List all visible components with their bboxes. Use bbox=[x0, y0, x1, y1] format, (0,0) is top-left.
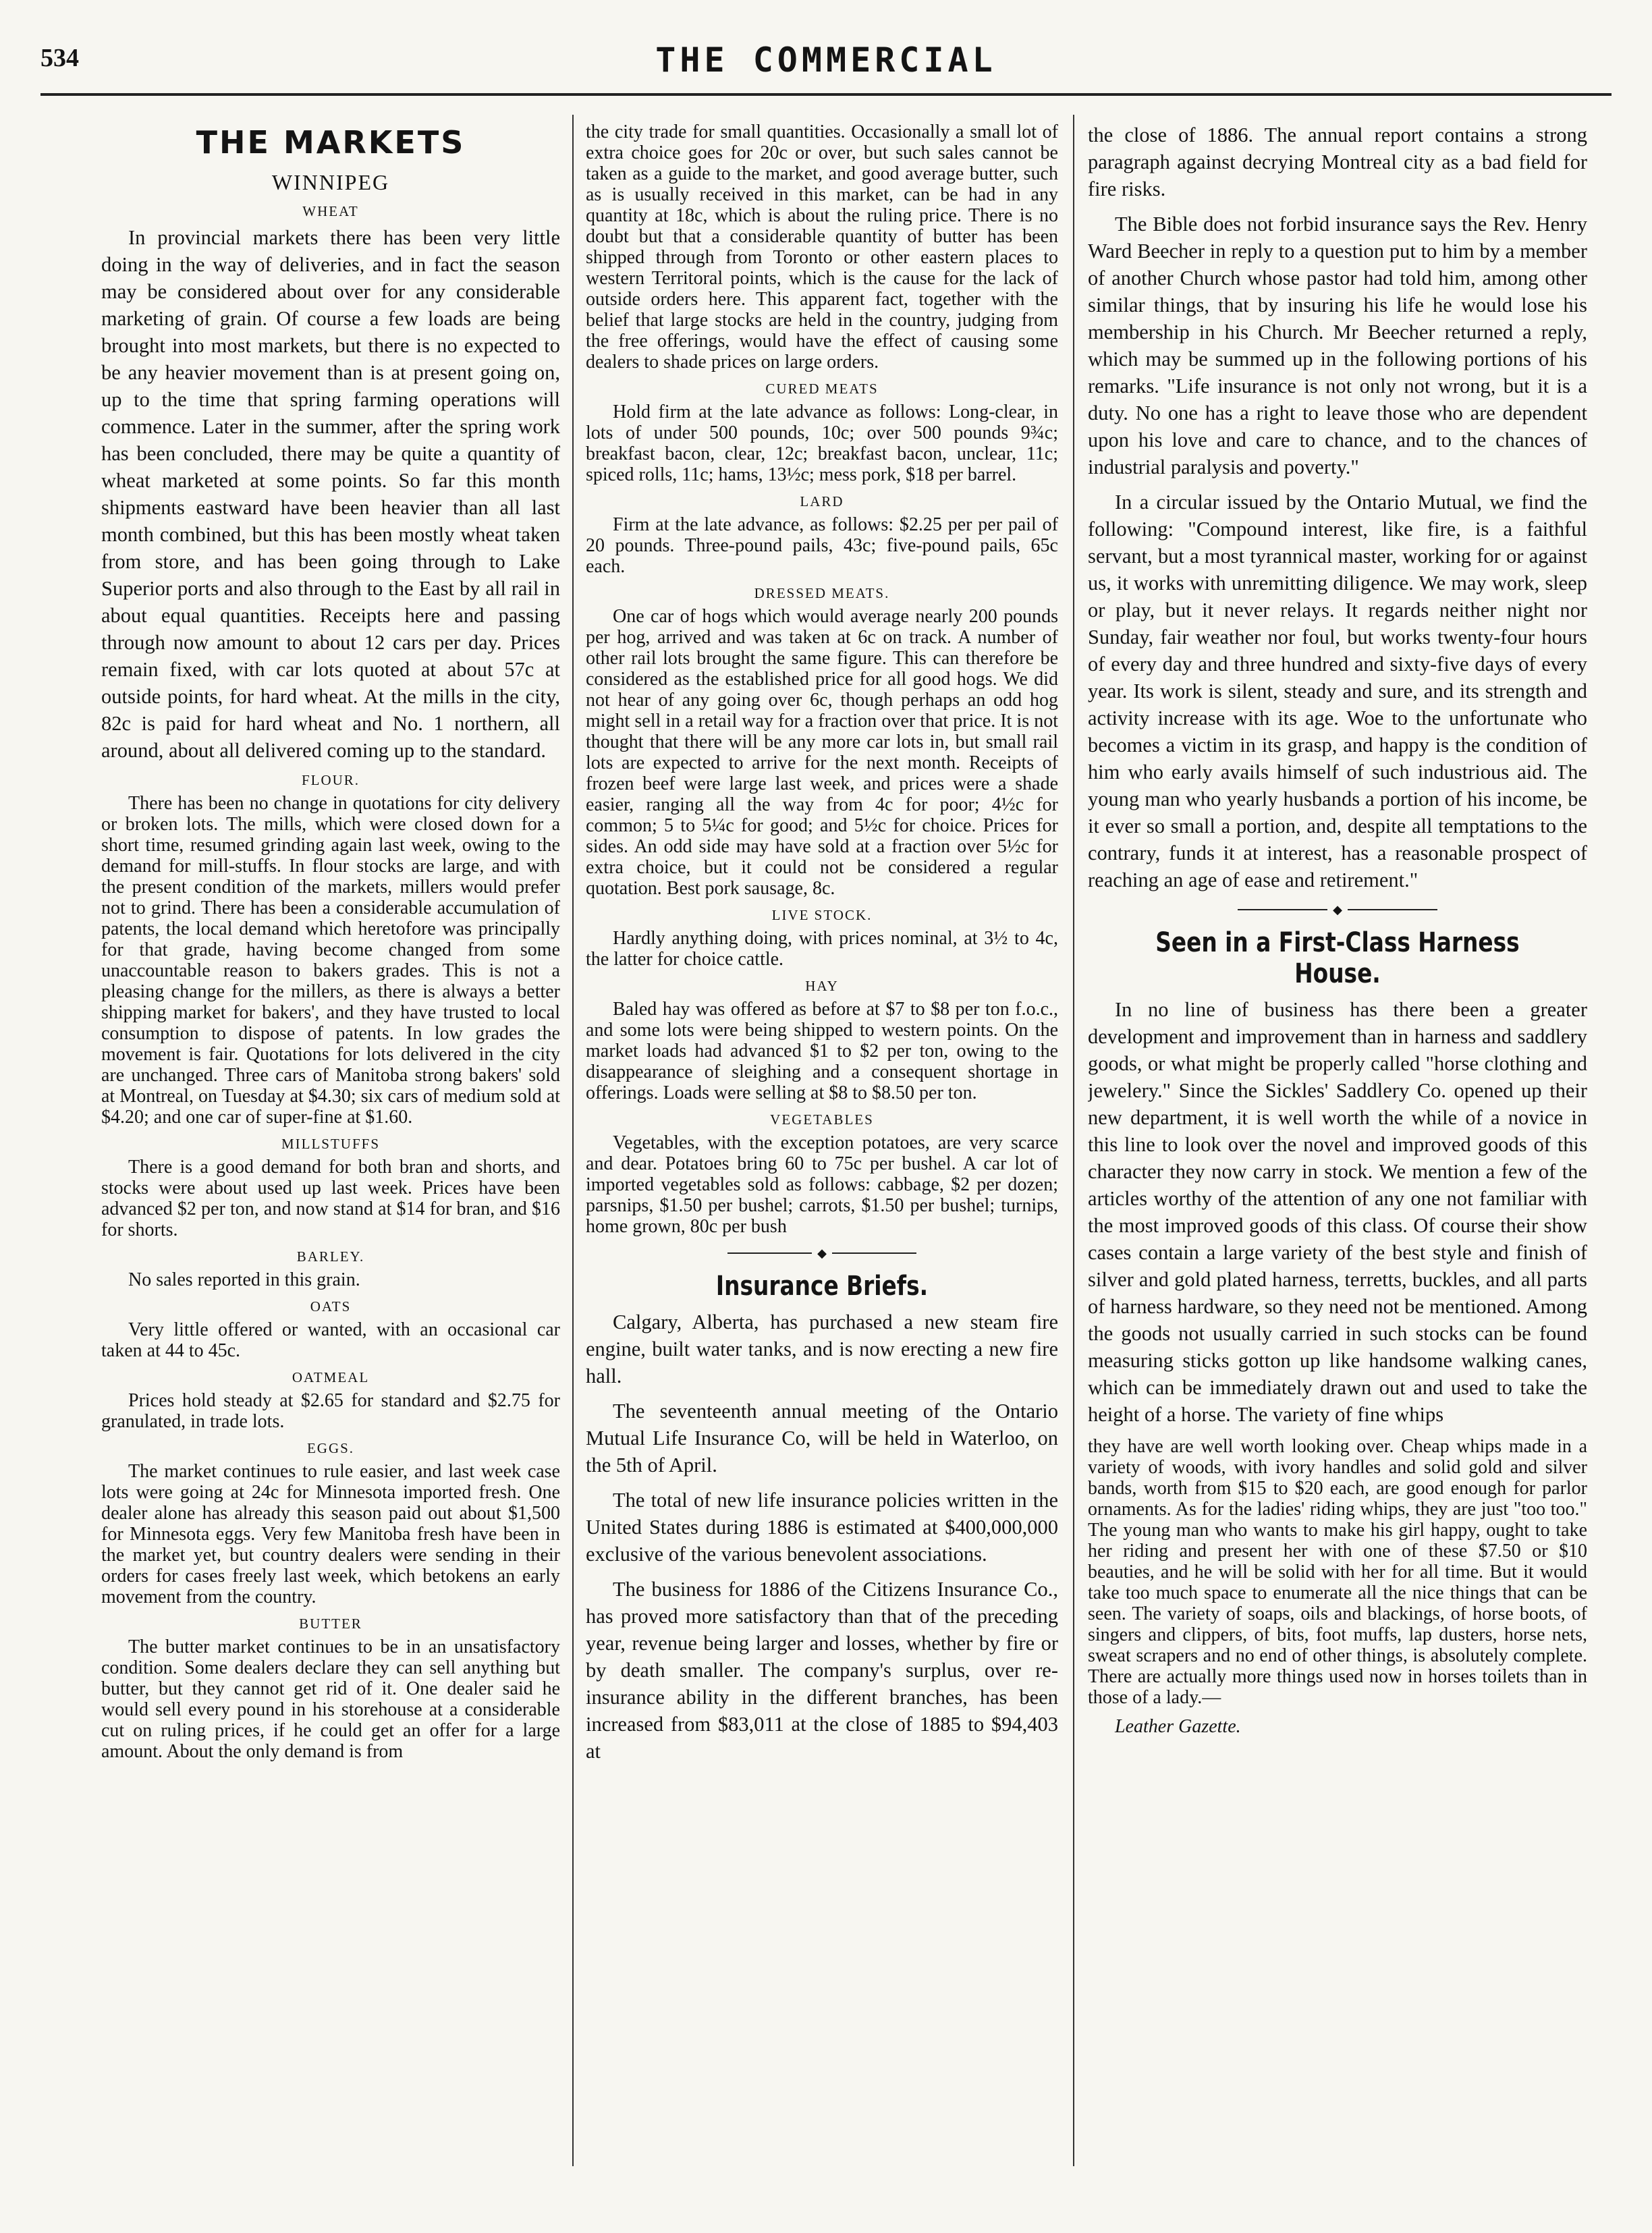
page-header bbox=[40, 40, 1612, 88]
harness-paragraph: In no line of business has there been a greater development and improvement than in harness and saddlery goods, or what might be properly called "horse clothing and jewelery." Since the Sickles' Saddlery Co. opened up their new department, it is well worth the while of a novice in this line to look over the novel and improved goods of this character they now carry in stock. We mention a few of the articles worthy of the attention of any one not familiar with the most improved goods of this class. Of course their show cases contain a large variety of the best style and finish of silver and gold plated harness, terretts, buckles, and all parts of harness hardware, so they need not be mentioned. Among the goods not usually carried in such stocks can be found measuring sticks gotton up like handsome walking canes, which can be immediately drawn out and used to take the height of a horse. The variety of fine whips bbox=[1088, 998, 1587, 1426]
cured-meats-heading: CURED MEATS bbox=[765, 381, 879, 397]
live-stock-heading: LIVE STOCK. bbox=[771, 907, 873, 923]
page-number: 534 bbox=[40, 44, 79, 72]
article-signature: Leather Gazette. bbox=[1115, 1716, 1241, 1737]
butter-paragraph: The butter market continues to be in an unsatisfactory condition. Some dealers declare they can sell anything but butter, but they cannot get rid of it. One dealer said he would sell every pound in his storehouse at a considerable cut on ruling prices, if he could get an offer for a large amount. About the only demand is from bbox=[101, 1636, 560, 1762]
millstuffs-paragraph: There is a good demand for both bran and shorts, and stocks were about used up last week. Prices have been advanced $2 per ton, and now stand at $14 for bran, and $16 for shorts. bbox=[101, 1157, 560, 1240]
hay-paragraph: Baled hay was offered as before at $7 to $8 per ton f.o.c., and some lots were being shipped to western points. On the market loads had advanced $1 to $2 per ton, owing to the disappearance of sleighing and a consequent shortage in offerings. Loads were selling at $8 to $8.50 per ton. bbox=[586, 999, 1058, 1103]
insurance-continued-paragraph: the close of 1886. The annual report contains a strong paragraph against decrying Montreal city as a bad field for fire risks. bbox=[1088, 123, 1587, 200]
vegetables-paragraph: Vegetables, with the exception potatoes, are very scarce and dear. Potatoes bring 60 to 75c per bushel. A car lot of imported vegetables sold as follows: cabbage, $2 per dozen; parsnips, $1.50 per bushel; carrots, $1.50 per bushel; turnips, home grown, 80c per bush bbox=[586, 1132, 1058, 1237]
dressed-meats-paragraph: One car of hogs which would average nearly 200 pounds per hog, arrived and was taken at 6c on track. A number of other rail lots brought the same figure. This can therefore be considered as the established price for all good hogs. We did not hear of any going over 6c, though perhaps an odd hog might sell in a retail way for a fraction over that price. It is not thought that there will be any more car lots in, but small rail lots are expected to arrive for the next month. Receipts of frozen beef were large last week, and prices were a shade easier, ranging all the way from 4c for poor; 4½c for common; 5 to 5¼c for good; and 5½c for choice. Prices for sides. An odd side may have sold at a fraction over 5½c for extra choice, but it could not be considered a regular quotation. Best pork sausage, 8c. bbox=[586, 606, 1058, 899]
oats-heading: OATS bbox=[310, 1298, 352, 1315]
oatmeal-heading: OATMEAL bbox=[292, 1369, 370, 1385]
barley-heading: BARLEY. bbox=[296, 1248, 365, 1265]
wheat-paragraph: In provincial markets there has been very little doing in the way of deliveries, and in fact the season may be considered about over for any considerable marketing of grain. Of course a few loads are being brought into most markets, but there is no expected to be any heavier movement than is at present going on, up to the time that spring farming operations will commence. Later in the summer, after the spring work has been concluded, there may be quite a quantity of wheat marketed at some points. So far this month shipments eastward have been heavier than all last month combined, but this has been mostly wheat taken from store, and has been going through to Lake Superior ports and also through to the East by all rail in about equal quantities. Receipts here and passing through now amount to about 12 cars per day. Prices remain fixed, with car lots quoted at about 57c at outside points, for hard wheat. At the mills in the city, 82c is paid for hard wheat and No. 1 northern, all around, about all delivered coming up to the standard. bbox=[101, 226, 560, 762]
flour-heading: FLOUR. bbox=[301, 772, 360, 788]
harness-article-title: Seen in a First-Class Harness House. bbox=[1155, 927, 1520, 989]
insurance-paragraph: Calgary, Alberta, has purchased a new steam fire engine, built water tanks, and is now erecting a new fire hall. bbox=[586, 1311, 1058, 1387]
insurance-paragraph: The business for 1886 of the Citizens Insurance Co., has proved more satisfactory than that of the preceding year, revenue being larger and losses, whether by fire or by death smaller. The company's surplus, over re-insurance ability in the different branches, has been increased from $83,011 at the close of 1885 to $94,403 at bbox=[586, 1578, 1058, 1763]
barley-paragraph: No sales reported in this grain. bbox=[128, 1269, 360, 1290]
eggs-paragraph: The market continues to rule easier, and last week case lots were going at 24c for Minnesota imported fresh. One dealer alone has already this season paid out about $1,500 for Minnesota eggs. Very few Manitoba fresh have been in the market yet, but country dealers were sending in their orders for cases freely last week, which betokens an early movement from the country. bbox=[101, 1461, 560, 1607]
city-heading: WINNIPEG bbox=[271, 170, 390, 194]
column-divider bbox=[1073, 115, 1074, 2166]
oats-paragraph: Very little offered or wanted, with an occasional car taken at 44 to 45c. bbox=[101, 1319, 560, 1361]
ornament-divider: ◆ bbox=[1088, 903, 1587, 916]
beecher-paragraph: The Bible does not forbid insurance says the Rev. Henry Ward Beecher in reply to a question put to him by a member of another Church whose pastor had told him, among other similar things, that by insuring his life he would lose his membership in his Church. Mr Beecher returned a reply, which may be summed up in the following portions of his remarks. "Life insurance is not only not wrong, but it is a duty. No one has a right to leave those who are dependent upon his love and care to chance, and to the chances of industrial paralysis and poverty." bbox=[1088, 213, 1587, 478]
harness-paragraph-continued: they have are well worth looking over. Cheap whips made in a variety of woods, with ivory handles and solid gold and silver bands, worth from $15 to $20 each, are good enough for parlor ornaments. As for the ladies' riding whips, they are just "too too." The young man who wants to make his girl happy, ought to take her riding and present her with one of these $7.50 or $10 beauties, and he will be solid with her for all time. But it would take too much space to enumerate all the nice things that can be seen. The variety of soaps, oils and blackings, of horse boots, of singers and clippers, of bits, foot muffs, lap dusters, horse nets, sweat scrapers and no end of other things, is absolutely complete. There are actually more things used now in horses toilets than in those of a lady.— bbox=[1088, 1436, 1587, 1708]
ornament-divider: ◆ bbox=[586, 1246, 1058, 1260]
vegetables-heading: VEGETABLES bbox=[770, 1111, 874, 1128]
insurance-briefs-title: Insurance Briefs. bbox=[715, 1271, 929, 1302]
column-divider bbox=[572, 115, 574, 2166]
section-title: THE MARKETS bbox=[196, 124, 466, 161]
masthead-title: THE COMMERCIAL bbox=[655, 40, 997, 80]
insurance-paragraph: The seventeenth annual meeting of the Ontario Mutual Life Insurance Co, will be held in Waterloo, on the 5th of April. bbox=[586, 1400, 1058, 1477]
insurance-paragraph: The total of new life insurance policies written in the United States during 1886 is estimated at $400,000,000 exclusive of the various benevolent associations. bbox=[586, 1489, 1058, 1566]
column-2 bbox=[586, 121, 1058, 2166]
column-3 bbox=[1088, 121, 1587, 2166]
hay-heading: HAY bbox=[805, 978, 839, 994]
dressed-meats-heading: DRESSED MEATS. bbox=[754, 585, 890, 601]
millstuffs-heading: MILLSTUFFS bbox=[281, 1136, 381, 1152]
ontario-mutual-paragraph: In a circular issued by the Ontario Mutual, we find the following: "Compound interest, like fire, is a faithful servant, but a most tyrannical master, working for or against us, it works with unremitting diligence. We may work, sleep or play, but it never relays. It regards neither night nor Sunday, fair weather nor foul, but works twenty-four hours of every day and three hundred and sixty-five days of every year. Its work is silent, steady and sure, and its strength and activity increase with its age. Woe to the unfortunate who becomes a victim in its grasp, and happy is the condition of him who early avails himself of such industrious aid. The young man who yearly husbands a portion of his income, be it ever so small a portion, and, despite all temptations to the contrary, funds it at interest, has a reasonable prospect of reaching an age of ease and retirement." bbox=[1088, 491, 1587, 891]
flour-paragraph: There has been no change in quotations for city delivery or broken lots. The mills, which were closed down for a short time, resumed grinding again last week, owing to the demand for mill-stuffs. In flour stocks are large, and with the present condition of the markets, millers would prefer not to grind. There has been a considerable accumulation of patents, the local demand which heretofore was principally for that grade, having become changed from some unaccountable reason to bakers grades. This is not a pleasing change for the millers, as there is always a better shipping market for bakers', and they have trusted to local consumption to dispose of patents. In low grades the movement is fair. Quotations for lots delivered in the city are unchanged. Three cars of Manitoba strong bakers' sold at Montreal, on Tuesday at $4.30; six cars of medium sold at $4.20; and one car of super-fine at $1.60. bbox=[101, 793, 560, 1128]
column-1 bbox=[101, 121, 560, 2166]
butter-heading: BUTTER bbox=[299, 1616, 362, 1632]
cured-meats-paragraph: Hold firm at the late advance as follows: Long-clear, in lots of under 500 pounds, 10c; over 500 pounds 9¾c; breakfast bacon, clear, 12c; breakfast bacon, unclear, 11c; spiced rolls, 11c; hams, 13½c; mess pork, $18 per barrel. bbox=[586, 402, 1058, 485]
butter-continued-paragraph: the city trade for small quantities. Occasionally a small lot of extra choice goes for 20c or over, but such sales cannot be taken as a guide to the market, and good average butter, such as is usually received in this market, can be had in any quantity at 18c, which is about the ruling price. There is no doubt but that a considerable quantity of butter has been shipped through from Toronto or other eastern places to western Territoral points, which is the cause for the lack of outside orders here. This apparent fact, together with the belief that large stocks are held in the country, judging from the free offerings, would have the effect of causing some dealers to shade prices on large orders. bbox=[586, 121, 1058, 373]
live-stock-paragraph: Hardly anything doing, with prices nominal, at 3½ to 4c, the latter for choice cattle. bbox=[586, 928, 1058, 970]
oatmeal-paragraph: Prices hold steady at $2.65 for standard and $2.75 for granulated, in trade lots. bbox=[101, 1390, 560, 1432]
lard-paragraph: Firm at the late advance, as follows: $2.25 per per pail of 20 pounds. Three-pound pails, 43c; five-pound pails, 65c each. bbox=[586, 514, 1058, 577]
wheat-heading: WHEAT bbox=[302, 203, 359, 219]
eggs-heading: EGGS. bbox=[306, 1440, 355, 1456]
lard-heading: LARD bbox=[800, 493, 844, 509]
header-rule bbox=[40, 93, 1612, 96]
